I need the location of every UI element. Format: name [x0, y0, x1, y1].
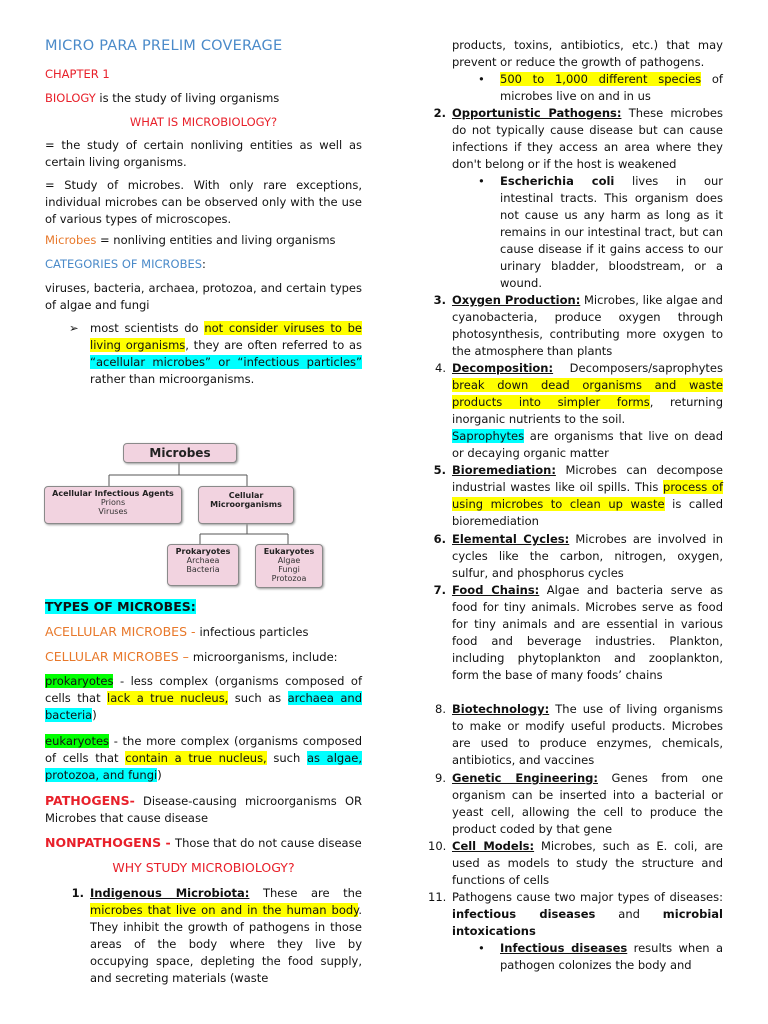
item-9-number: 9. — [435, 771, 446, 785]
item-2-opportunistic — [433, 105, 723, 173]
item-2-body: These microbes do not typically cause disease but can cause infections if they access an area where they don't belong or if the host is weakened — [452, 106, 723, 171]
cellular-def: microorganisms, include: — [192, 650, 338, 664]
acellular-microbes-line — [45, 623, 362, 641]
item-1-text-a: These are the — [249, 886, 362, 900]
item-1-continued: products, toxins, antibiotics, etc.) that may prevent or reduce the growth of pathogens. — [452, 38, 723, 69]
item-7-food-chains — [433, 582, 723, 684]
item-11-infectious: infectious diseases — [452, 907, 596, 921]
item-7-body: Algae and bacteria serve as food for tiny animals. Microbes serve as food for tiny animals and are essential in various food and beverage industries. Plankton, including phytoplankton and zooplankton, form the base of many foods’ chains — [452, 583, 723, 682]
categories-heading — [45, 256, 362, 273]
chapter-label: CHAPTER 1 — [45, 67, 110, 81]
item-5-highlight: process of using microbes to clean up waste — [452, 480, 723, 511]
diagram-eukaryotes-box — [255, 544, 323, 588]
diagram-acellular-box — [44, 486, 182, 524]
item-2-number: 2. — [433, 106, 446, 120]
item-9-body: Genes from one organism can be inserted into a bacterial or yeast cell, allowing the cell to produce the product coded by that gene — [452, 771, 723, 836]
ecoli-bullet — [478, 173, 724, 292]
eukaryotes-definition — [45, 733, 362, 784]
species-rest: of microbes live on and in us — [500, 72, 723, 103]
item-7-number: 7. — [433, 583, 446, 597]
page-title: MICRO PARA PRELIM COVERAGE — [45, 38, 283, 54]
item-5-bioremediation — [433, 462, 724, 530]
infectious-diseases-body: results when a pathogen colonizes the body and — [500, 941, 723, 972]
species-bullet — [478, 71, 723, 105]
item-11-text-c: and — [595, 907, 663, 921]
acellular-def: infectious particles — [199, 625, 309, 639]
microbes-def: = nonliving entities and living organisms — [96, 233, 336, 247]
item-6-number: 6. — [433, 532, 446, 546]
item-4-decomposition — [435, 360, 723, 462]
saprophytes-term: Saprophytes — [452, 429, 525, 443]
item-9-text — [452, 770, 723, 838]
prokaryotes-term: prokaryotes — [45, 674, 114, 688]
pathogens-label: PATHOGENS- — [45, 793, 135, 808]
pathogens-def: Disease-causing microorganisms OR Microbes that cause disease — [45, 794, 362, 825]
item-8-number: 8. — [435, 702, 446, 716]
infectious-diseases-text — [500, 940, 723, 974]
item-10-number: 10. — [428, 839, 447, 853]
item-4-number: 4. — [435, 361, 446, 375]
types-heading-text: TYPES OF MICROBES: — [45, 599, 196, 614]
ecoli-body: lives in our intestinal tracts. This organism does not cause us any harm as long as it remains in our intestinal tract, but can cause disease if it gains access to our urinary bladder, bloodstream, or a wound. — [500, 174, 724, 290]
item-6-elemental-cycles — [433, 531, 723, 582]
biology-term: BIOLOGY — [45, 91, 96, 105]
item-8-body: The use of living organisms to make or modify useful products. Microbes are used to produce enzymes, chemicals, antibiotics, and vaccines — [452, 702, 723, 767]
item-5-number: 5. — [433, 463, 446, 477]
note-text-a: most scientists do — [90, 321, 205, 335]
pathogens-definition — [45, 792, 362, 827]
item-2-text — [452, 105, 723, 173]
item-5-text-a: Microbes can decompose industrial wastes like oil spills. This — [452, 463, 723, 494]
item-1-text — [90, 885, 362, 987]
cellular-label: CELLULAR MICROBES – — [45, 649, 193, 664]
diagram-fungi: Fungi — [278, 565, 300, 574]
bullet-dot-icon: • — [478, 174, 485, 188]
infectious-diseases-label: Infectious diseases — [500, 941, 628, 955]
item-11-text — [452, 889, 723, 940]
diagram-protozoa: Protozoa — [271, 574, 307, 583]
diagram-eukaryotes-title: Eukaryotes — [263, 547, 315, 556]
item-4-text-c: , returning inorganic nutrients to the soil. — [452, 395, 723, 426]
saprophytes-body: are organisms that live on dead or decaying organic matter — [452, 429, 723, 460]
diagram-cellular-title: Cellular — [228, 491, 264, 500]
item-9-label: Genetic Engineering: — [452, 771, 598, 785]
diagram-prokaryotes-title: Prokaryotes — [175, 547, 231, 556]
item-7-text — [452, 582, 723, 684]
ecoli-text — [500, 173, 723, 292]
item-10-label: Cell Models: — [452, 839, 535, 853]
euk-highlight-examples: as algae, protozoa, and fungi — [45, 751, 363, 782]
item-3-oxygen — [433, 292, 723, 360]
item-3-number: 3. — [433, 293, 446, 307]
cellular-microbes-line — [45, 648, 362, 666]
item-8-biotechnology — [435, 701, 723, 769]
viruses-note — [69, 320, 362, 388]
bullet-dot-icon: • — [478, 72, 485, 86]
diagram-cellular-box — [198, 486, 294, 524]
prok-text-a: - less complex (organisms composed of cells that — [45, 674, 362, 705]
diagram-viruses: Viruses — [98, 507, 128, 516]
definition-2: = Study of microbes. With only rare exceptions, individual microbes can be observed only with the use of various types of microscopes. — [45, 178, 362, 226]
item-4-highlight: break down dead organisms and waste products into simpler forms — [452, 378, 723, 409]
diagram-prions: Prions — [100, 498, 126, 507]
categories-list: viruses, bacteria, archaea, protozoa, and certain types of algae and fungi — [45, 281, 362, 312]
species-bullet-text — [500, 71, 723, 105]
item-10-text — [452, 838, 723, 889]
diagram-microorganisms: Microorganisms — [210, 500, 282, 509]
note-highlight-not-living: not consider viruses to be living organisms — [90, 321, 362, 352]
eukaryotes-term: eukaryotes — [45, 734, 110, 748]
note-text-e: rather than microorganisms. — [90, 372, 255, 386]
item-9-genetic-engineering — [435, 770, 723, 838]
why-study-heading: WHY STUDY MICROBIOLOGY? — [112, 860, 295, 875]
types-heading — [45, 598, 362, 615]
item-8-label: Biotechnology: — [452, 702, 550, 716]
item-10-body: Microbes, such as E. coli, are used as models to study the structure and functions of cells — [452, 839, 724, 887]
prok-text-c: such as — [228, 691, 288, 705]
euk-highlight-nucleus: contain a true nucleus, — [125, 751, 267, 765]
ecoli-label: Escherichia coli — [500, 174, 615, 188]
item-4-label: Decomposition: — [452, 361, 554, 375]
item-1-highlight: microbes that live on and in the human body — [90, 903, 359, 917]
item-10-cell-models — [428, 838, 724, 889]
diagram-bacteria: Bacteria — [186, 565, 220, 574]
prokaryotes-definition — [45, 673, 362, 724]
item-6-label: Elemental Cycles: — [452, 532, 570, 546]
prok-highlight-examples: archaea and bacteria — [45, 691, 362, 722]
item-11-text-a: Pathogens cause two major types of diseases: — [452, 890, 723, 904]
item-11-intoxications: microbial intoxications — [452, 907, 723, 938]
note-text-c: , they are often referred to as — [185, 338, 362, 352]
diagram-root-microbes: Microbes — [123, 443, 237, 463]
euk-text-e: ) — [157, 768, 162, 782]
categories-heading-text: CATEGORIES OF MICROBES — [45, 257, 203, 271]
biology-definition — [45, 90, 362, 107]
species-highlight: 500 to 1,000 different species — [500, 72, 702, 86]
item-2-label: Opportunistic Pathogens: — [452, 106, 622, 120]
definition-1: = the study of certain nonliving entities as well as certain living organisms. — [45, 138, 362, 169]
euk-text-c: such — [266, 751, 307, 765]
item-3-text — [452, 292, 723, 360]
nonpathogens-definition — [45, 834, 362, 852]
item-5-label: Bioremediation: — [452, 463, 556, 477]
prok-text-e: ) — [92, 708, 97, 722]
diagram-acellular-title: Acellular Infectious Agents — [52, 489, 174, 498]
item-3-body: Microbes, like algae and cyanobacteria, produce oxygen through photosynthesis, contributing more oxygen to the atmosphere than plants — [452, 293, 723, 358]
item-4-text-a: Decomposers/saprophytes — [553, 361, 723, 375]
item-4-text — [452, 360, 723, 428]
arrow-bullet-icon: ➢ — [69, 321, 79, 335]
nonpathogens-label: NONPATHOGENS - — [45, 835, 176, 850]
diagram-prokaryotes-box — [167, 544, 239, 586]
item-11-number: 11. — [428, 890, 447, 904]
nonpathogens-def: Those that do not cause disease — [175, 836, 362, 850]
what-is-microbiology-heading: WHAT IS MICROBIOLOGY? — [129, 115, 278, 129]
categories-colon: : — [202, 257, 206, 271]
saprophytes-definition — [452, 428, 723, 462]
item-5-text-c: is called bioremediation — [452, 497, 724, 528]
item-1-indigenous — [71, 885, 362, 987]
viruses-note-text — [90, 320, 362, 388]
bullet-dot-icon: • — [478, 941, 485, 955]
item-6-text — [452, 531, 723, 582]
acellular-label: ACELLULAR MICROBES - — [45, 624, 200, 639]
microbes-definition — [45, 232, 362, 249]
item-7-label: Food Chains: — [452, 583, 540, 597]
item-1-number: 1. — [71, 886, 84, 900]
microbes-term: Microbes — [45, 233, 97, 247]
diagram-algae: Algae — [277, 556, 301, 565]
item-3-label: Oxygen Production: — [452, 293, 581, 307]
infectious-diseases-bullet — [478, 940, 723, 974]
item-8-text — [452, 701, 723, 769]
item-11-disease-types — [428, 889, 723, 940]
euk-text-a: - the more complex (organisms composed of cells that — [45, 734, 362, 765]
note-highlight-acellular: “acellular microbes” or “infectious particles” — [90, 355, 362, 369]
item-5-text — [452, 462, 723, 530]
prok-highlight-nucleus: lack a true nucleus, — [107, 691, 229, 705]
microbes-classification-diagram — [37, 438, 339, 588]
biology-def: is the study of living organisms — [95, 91, 280, 105]
item-6-body: Microbes are involved in cycles like the carbon, nitrogen, oxygen, sulfur, and phosphorus cycles — [452, 532, 723, 580]
diagram-archaea: Archaea — [186, 556, 220, 565]
item-1-label: Indigenous Microbiota: — [90, 886, 250, 900]
item-1-text-c: . They inhibit the growth of pathogens in those areas of the body where they live by occupying space, depleting the food supply, and secreting materials (waste — [90, 903, 362, 985]
